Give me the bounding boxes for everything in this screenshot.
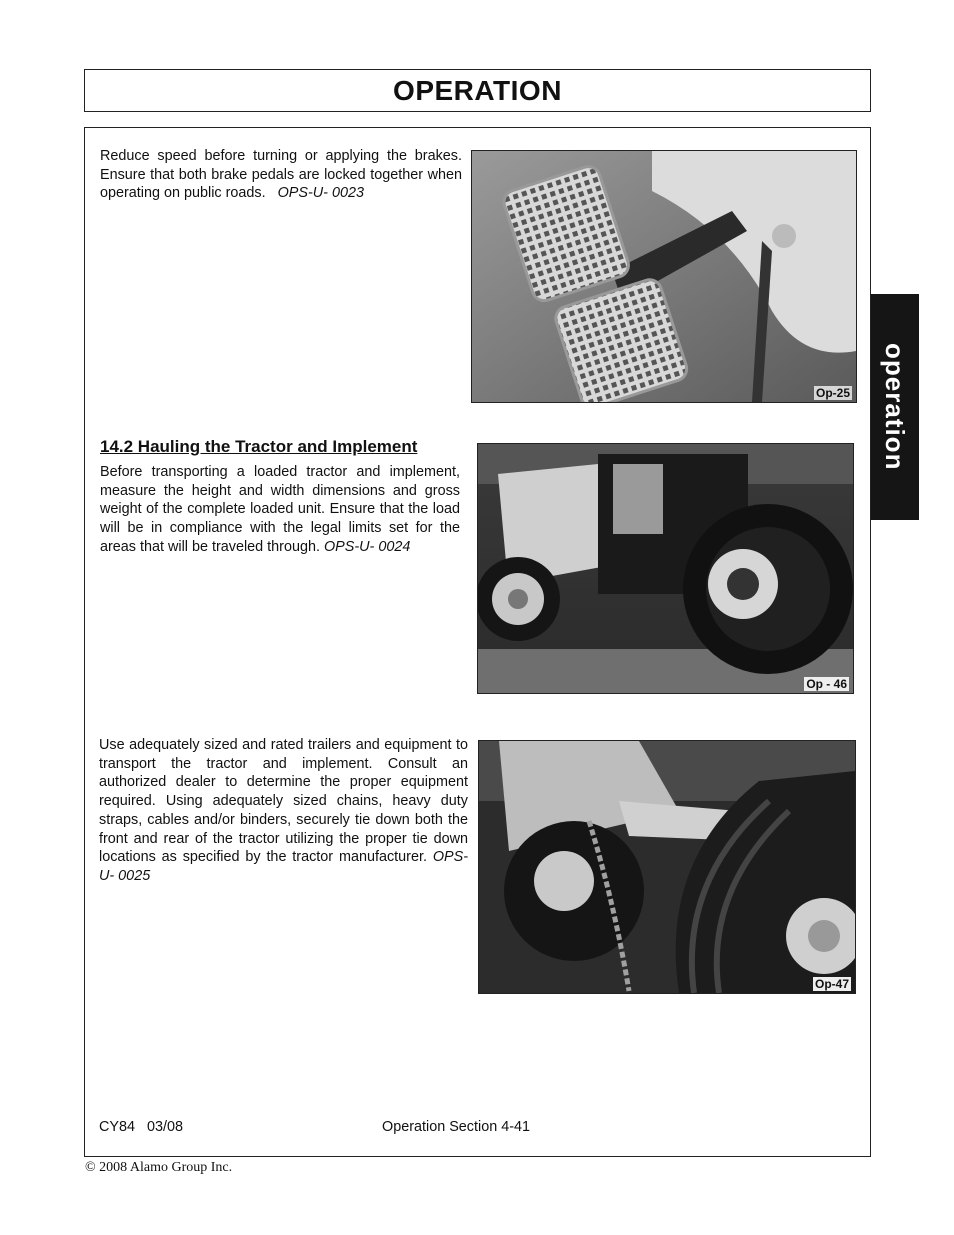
section-1-code: OPS-U- 0023 bbox=[277, 185, 364, 202]
footer-section: Operation Section 4-41 bbox=[382, 1119, 530, 1135]
footer-model-date bbox=[99, 1119, 183, 1135]
photo-caption-op47: Op-47 bbox=[814, 977, 849, 991]
section-3-code: OPS-U- 0025 bbox=[99, 849, 469, 884]
header-box bbox=[84, 69, 871, 112]
footer-date: 03/08 bbox=[147, 1119, 184, 1135]
side-tab-label: operation bbox=[880, 343, 910, 471]
section-3-text bbox=[99, 736, 468, 886]
section-2-text bbox=[100, 463, 460, 557]
section-2-body: Before transporting a loaded tractor and implement, measure the height and width dimensions and gross weight of the complete loaded unit. Ensure that the load will be in compliance with the legal limits set for the areas that will be traveled through. bbox=[100, 464, 460, 555]
footer-model: CY84 bbox=[99, 1119, 135, 1135]
section-heading: 14.2 Hauling the Tractor and Implement bbox=[100, 437, 418, 456]
tie-down-chain-photo bbox=[478, 740, 856, 994]
section-1-text bbox=[100, 147, 462, 203]
copyright: © 2008 Alamo Group Inc. bbox=[85, 1160, 233, 1175]
section-3-body: Use adequately sized and rated trailers and equipment to transport the tractor and implement. Consult an authorized dealer to determine the proper equipment required. Using adequately sized chains, heavy duty straps, cables and/or binders, securely tie down both the front and rear of the tractor utilizing the proper tie down locations as specified by the tractor manufacturer. bbox=[99, 737, 468, 866]
side-section-tab bbox=[870, 294, 919, 520]
brake-pedals-photo bbox=[471, 150, 857, 403]
section-1-body: Reduce speed before turning or applying the brakes. Ensure that both brake pedals are locked together when operating on public roads. bbox=[100, 148, 462, 202]
photo-caption-op25: Op-25 bbox=[815, 386, 850, 400]
tractor-on-trailer-photo bbox=[477, 443, 854, 694]
page-title: OPERATION bbox=[393, 74, 562, 106]
section-2-code: OPS-U- 0024 bbox=[323, 538, 411, 555]
photo-caption-op46: Op - 46 bbox=[806, 677, 847, 691]
